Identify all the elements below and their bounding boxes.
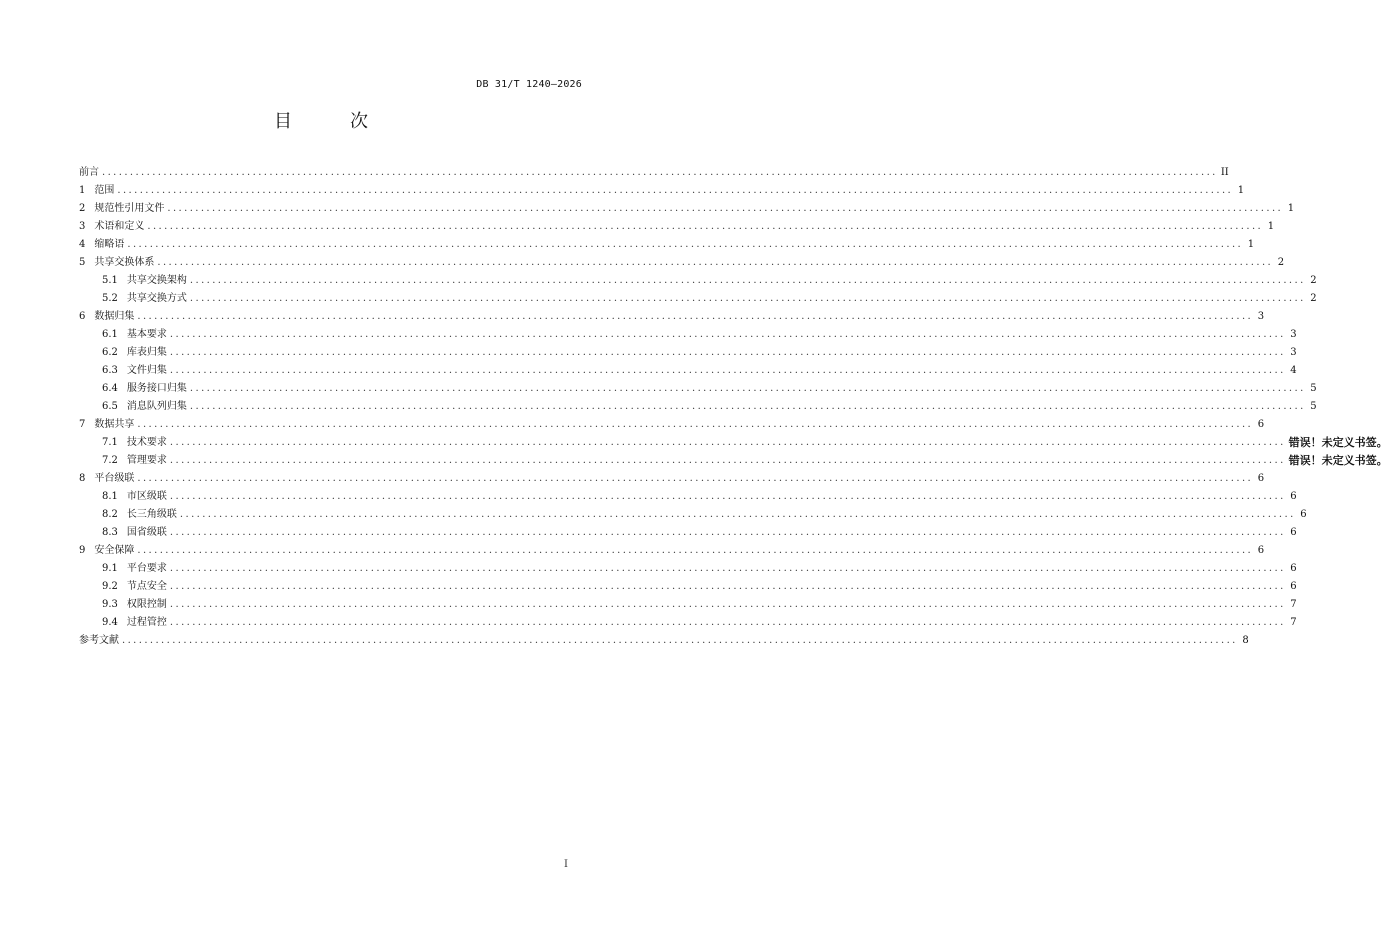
dot-leader: ........................................................................................................................................................................................................: [169, 491, 1286, 502]
toc-entry[interactable]: [79, 344, 1297, 362]
toc-entry-number: 1: [79, 185, 86, 196]
toc-entry-label: 基本要求: [126, 329, 167, 340]
toc-entry-page: 1: [1237, 185, 1245, 196]
dot-leader: ........................................................................................................................................................................................................: [157, 257, 1274, 268]
toc-entry-label: 市区级联: [126, 491, 167, 502]
toc-entry-label: 规范性引用文件: [94, 203, 165, 214]
toc-entry-page: 7: [1290, 599, 1297, 610]
toc-entry-page: 6: [1290, 491, 1297, 502]
dot-leader: ........................................................................................................................................................................................................: [169, 347, 1286, 358]
toc-entry-number: 7.2: [102, 455, 118, 466]
toc-entry-number: 9.1: [102, 563, 118, 574]
toc-entry-label: 消息队列归集: [126, 401, 187, 412]
toc-entry-number: 5.1: [102, 275, 118, 286]
toc-entry-number: 8.1: [102, 491, 118, 502]
toc-entry-number: 6.2: [102, 347, 118, 358]
toc-entry[interactable]: [79, 182, 1245, 200]
toc-entry-number: 6.1: [102, 329, 118, 340]
toc-entry[interactable]: [79, 614, 1297, 632]
toc-entry-page: 6: [1257, 473, 1265, 484]
dot-leader: ........................................................................................................................................................................................................: [147, 221, 1264, 232]
toc-entry-page: 3: [1290, 329, 1297, 340]
toc-entry-label: 范围: [94, 185, 115, 196]
toc-entry-page: 6: [1290, 563, 1297, 574]
toc-entry-number: 2: [79, 203, 86, 214]
toc-entry-label: 参考文献: [79, 635, 119, 646]
toc-entry[interactable]: [79, 164, 1229, 182]
toc-entry-label: 技术要求: [126, 437, 167, 448]
toc-entry-number: 9.3: [102, 599, 118, 610]
toc-entry-number: 9: [79, 545, 86, 556]
toc-entry[interactable]: [79, 578, 1297, 596]
toc-entry-number: 8.2: [102, 509, 118, 520]
toc-entry-label: 共享交换方式: [126, 293, 187, 304]
toc-entry-label: 文件归集: [126, 365, 167, 376]
page-title: 目 次: [274, 111, 388, 132]
dot-leader: ........................................................................................................................................................................................................: [169, 455, 1286, 466]
toc-entry-page: II: [1220, 167, 1229, 178]
toc-entry[interactable]: [79, 452, 1388, 470]
toc-entry[interactable]: [79, 560, 1297, 578]
toc-entry-label: 前言: [79, 167, 99, 178]
toc-entry[interactable]: [79, 542, 1265, 560]
toc-entry-page-error: 错误！未定义书签。: [1288, 454, 1388, 467]
toc-entry-label: 平台级联: [94, 473, 135, 484]
toc-entry[interactable]: [79, 308, 1265, 326]
toc-entry-page: 4: [1290, 365, 1297, 376]
toc-entry[interactable]: [79, 254, 1285, 272]
dot-leader: ........................................................................................................................................................................................................: [189, 275, 1306, 286]
dot-leader: ........................................................................................................................................................................................................: [169, 581, 1286, 592]
toc-entry[interactable]: [79, 272, 1317, 290]
toc-entry-number: 7: [79, 419, 86, 430]
toc-entry[interactable]: [79, 596, 1297, 614]
toc-entry[interactable]: [79, 632, 1249, 650]
toc-entry-label: 长三角级联: [126, 509, 177, 520]
toc-entry-page: 6: [1257, 545, 1265, 556]
document-code: DB 31/T 1240—2026: [476, 79, 582, 90]
toc-entry-page: 5: [1310, 401, 1317, 412]
table-of-contents: [79, 164, 1388, 650]
toc-entry-number: 7.1: [102, 437, 118, 448]
toc-entry-label: 共享交换架构: [126, 275, 187, 286]
toc-entry-page: 1: [1267, 221, 1275, 232]
toc-entry-page: 6: [1290, 527, 1297, 538]
toc-entry[interactable]: [79, 506, 1307, 524]
toc-entry-number: 6.5: [102, 401, 118, 412]
dot-leader: ........................................................................................................................................................................................................: [189, 401, 1306, 412]
dot-leader: ........................................................................................................................................................................................................: [117, 185, 1234, 196]
dot-leader: ........................................................................................................................................................................................................: [122, 635, 1238, 646]
toc-entry-page: 2: [1310, 275, 1317, 286]
toc-entry-label: 数据归集: [94, 311, 135, 322]
toc-entry[interactable]: [79, 470, 1265, 488]
toc-entry[interactable]: [79, 362, 1297, 380]
toc-entry-number: 8.3: [102, 527, 118, 538]
dot-leader: ........................................................................................................................................................................................................: [189, 293, 1306, 304]
page-number: I: [564, 859, 568, 870]
dot-leader: ........................................................................................................................................................................................................: [137, 473, 1254, 484]
toc-entry-label: 服务接口归集: [126, 383, 187, 394]
toc-entry-number: 6.3: [102, 365, 118, 376]
toc-entry-label: 共享交换体系: [94, 257, 155, 268]
toc-entry[interactable]: [79, 398, 1317, 416]
toc-entry-label: 过程管控: [126, 617, 167, 628]
toc-entry-label: 安全保障: [94, 545, 135, 556]
toc-entry[interactable]: [79, 524, 1297, 542]
toc-entry-number: 5: [79, 257, 86, 268]
toc-entry-page: 6: [1257, 419, 1265, 430]
toc-entry-number: 9.2: [102, 581, 118, 592]
toc-entry-label: 缩略语: [94, 239, 125, 250]
toc-entry-number: 6: [79, 311, 86, 322]
toc-entry[interactable]: [79, 218, 1275, 236]
dot-leader: ........................................................................................................................................................................................................: [169, 437, 1286, 448]
dot-leader: ........................................................................................................................................................................................................: [169, 563, 1286, 574]
dot-leader: ........................................................................................................................................................................................................: [189, 383, 1306, 394]
toc-entry-label: 权限控制: [126, 599, 167, 610]
toc-entry-number: 8: [79, 473, 86, 484]
dot-leader: ........................................................................................................................................................................................................: [169, 617, 1286, 628]
dot-leader: ........................................................................................................................................................................................................: [169, 365, 1286, 376]
toc-entry-label: 节点安全: [126, 581, 167, 592]
toc-entry-page: 8: [1242, 635, 1249, 646]
toc-entry-page: 7: [1290, 617, 1297, 628]
toc-entry-page: 2: [1277, 257, 1285, 268]
toc-entry[interactable]: [79, 488, 1297, 506]
toc-entry-number: 3: [79, 221, 86, 232]
toc-entry-page: 5: [1310, 383, 1317, 394]
toc-entry-label: 平台要求: [126, 563, 167, 574]
toc-entry-page: 3: [1290, 347, 1297, 358]
toc-entry-number: 6.4: [102, 383, 118, 394]
toc-entry-label: 库表归集: [126, 347, 167, 358]
dot-leader: ........................................................................................................................................................................................................: [179, 509, 1296, 520]
dot-leader: ........................................................................................................................................................................................................: [169, 527, 1286, 538]
dot-leader: ........................................................................................................................................................................................................: [137, 419, 1254, 430]
toc-entry-label: 术语和定义: [94, 221, 145, 232]
toc-entry[interactable]: [79, 416, 1265, 434]
toc-entry-page: 1: [1247, 239, 1255, 250]
toc-entry-label: 国省级联: [126, 527, 167, 538]
toc-entry-page: 6: [1290, 581, 1297, 592]
toc-entry-label: 数据共享: [94, 419, 135, 430]
toc-entry-page: 2: [1310, 293, 1317, 304]
toc-entry-label: 管理要求: [126, 455, 167, 466]
toc-entry[interactable]: [79, 236, 1255, 254]
toc-entry[interactable]: [79, 290, 1317, 308]
toc-entry-number: 9.4: [102, 617, 118, 628]
toc-entry[interactable]: [79, 326, 1297, 344]
toc-entry[interactable]: [79, 380, 1317, 398]
toc-entry-number: 5.2: [102, 293, 118, 304]
toc-entry[interactable]: [79, 200, 1295, 218]
dot-leader: ........................................................................................................................................................................................................: [169, 329, 1286, 340]
dot-leader: ........................................................................................................................................................................................................: [127, 239, 1244, 250]
toc-entry-page-error: 错误！未定义书签。: [1288, 436, 1388, 449]
dot-leader: ........................................................................................................................................................................................................: [102, 167, 1218, 178]
dot-leader: ........................................................................................................................................................................................................: [137, 311, 1254, 322]
toc-entry-page: 1: [1287, 203, 1295, 214]
dot-leader: ........................................................................................................................................................................................................: [137, 545, 1254, 556]
dot-leader: ........................................................................................................................................................................................................: [169, 599, 1286, 610]
toc-entry-number: 4: [79, 239, 86, 250]
dot-leader: ........................................................................................................................................................................................................: [167, 203, 1284, 214]
toc-entry[interactable]: [79, 434, 1388, 452]
toc-entry-page: 3: [1257, 311, 1265, 322]
toc-entry-page: 6: [1300, 509, 1307, 520]
